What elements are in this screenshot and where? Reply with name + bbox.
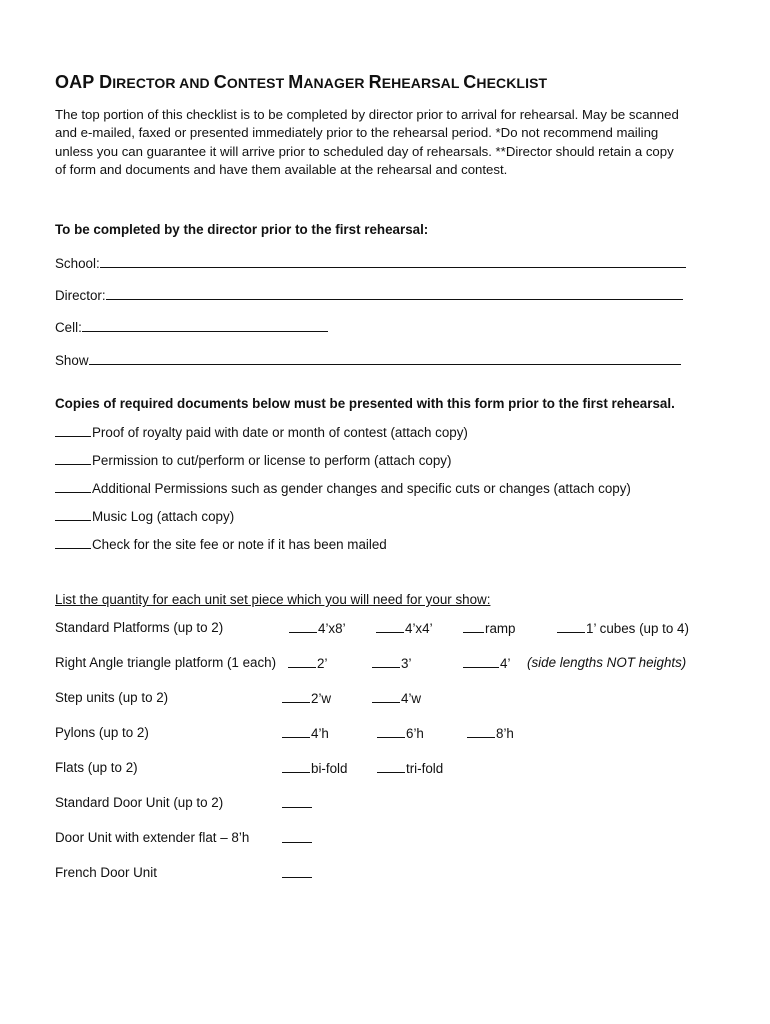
row-label-pylons: Pylons (up to 2) bbox=[55, 725, 149, 740]
director-field[interactable] bbox=[55, 287, 683, 303]
option-pylon-4h[interactable]: 4’h bbox=[282, 725, 329, 741]
option-step-2w[interactable]: 2’w bbox=[282, 690, 331, 706]
document-item-music-log[interactable]: Music Log (attach copy) bbox=[55, 508, 234, 524]
option-triangle-2[interactable]: 2’ bbox=[288, 655, 327, 671]
cell-input-line[interactable] bbox=[82, 319, 328, 332]
row-label-french-door: French Door Unit bbox=[55, 865, 157, 880]
row-label-flats: Flats (up to 2) bbox=[55, 760, 138, 775]
document-item-additional-permissions[interactable]: Additional Permissions such as gender changes and specific cuts or changes (attach copy) bbox=[55, 480, 631, 496]
show-label: Show bbox=[55, 353, 89, 368]
option-pylon-8h[interactable]: 8’h bbox=[467, 725, 514, 741]
intro-paragraph bbox=[55, 106, 725, 179]
row-label-standard-platforms: Standard Platforms (up to 2) bbox=[55, 620, 224, 635]
intro-line: and e-mailed, faxed or presented immediately prior to the rehearsal period. *Do not recommend mailing bbox=[55, 125, 659, 141]
cell-label: Cell: bbox=[55, 320, 82, 335]
option-1-cubes[interactable]: 1’ cubes (up to 4) bbox=[557, 620, 689, 636]
document-item-royalty[interactable]: Proof of royalty paid with date or month of contest (attach copy) bbox=[55, 424, 468, 440]
option-step-4w[interactable]: 4’w bbox=[372, 690, 421, 706]
show-input-line[interactable] bbox=[89, 352, 681, 365]
option-pylon-6h[interactable]: 6’h bbox=[377, 725, 424, 741]
row-label-triangle-platform: Right Angle triangle platform (1 each) bbox=[55, 655, 277, 670]
intro-line: of form and documents and have them available at the rehearsal and contest. bbox=[55, 161, 508, 177]
document-item-permission[interactable]: Permission to cut/perform or license to perform (attach copy) bbox=[55, 452, 451, 468]
checkbox-line[interactable] bbox=[55, 536, 91, 549]
option-door-extender[interactable] bbox=[282, 830, 313, 846]
option-flat-tri-fold[interactable]: tri-fold bbox=[377, 760, 443, 776]
row-label-door-extender: Door Unit with extender flat – 8’h bbox=[55, 830, 250, 845]
intro-line: unless you can guarantee it will arrive prior to scheduled day of rehearsals. **Director should retain a copy bbox=[55, 143, 674, 159]
documents-heading: Copies of required documents below must be presented with this form prior to the first rehearsal. bbox=[55, 396, 675, 411]
checkbox-line[interactable] bbox=[55, 508, 91, 521]
document-item-site-fee[interactable]: Check for the site fee or note if it has been mailed bbox=[55, 536, 387, 552]
director-section-heading: To be completed by the director prior to the first rehearsal: bbox=[55, 222, 429, 237]
checkbox-line[interactable] bbox=[55, 424, 91, 437]
option-4x8[interactable]: 4’x8’ bbox=[289, 620, 346, 636]
checkbox-line[interactable] bbox=[55, 480, 91, 493]
option-flat-bi-fold[interactable]: bi-fold bbox=[282, 760, 347, 776]
option-4x4[interactable]: 4’x4’ bbox=[376, 620, 433, 636]
row-label-standard-door: Standard Door Unit (up to 2) bbox=[55, 795, 224, 810]
row-label-step-units: Step units (up to 2) bbox=[55, 690, 169, 705]
option-ramp[interactable]: ramp bbox=[463, 620, 516, 636]
director-input-line[interactable] bbox=[106, 287, 683, 300]
page-title: OAP DIRECTOR AND CONTEST MANAGER REHEARSAL CHECKLIST bbox=[55, 72, 548, 92]
option-standard-door[interactable] bbox=[282, 795, 313, 811]
director-label: Director: bbox=[55, 288, 106, 303]
school-field[interactable] bbox=[55, 255, 686, 271]
checkbox-line[interactable] bbox=[55, 452, 91, 465]
option-triangle-3[interactable]: 3’ bbox=[372, 655, 411, 671]
school-label: School: bbox=[55, 256, 100, 271]
option-triangle-4[interactable]: 4’ bbox=[463, 655, 510, 671]
show-field[interactable] bbox=[55, 352, 681, 368]
option-french-door[interactable] bbox=[282, 865, 313, 881]
unit-set-heading: List the quantity for each unit set piece which you will need for your show: bbox=[55, 592, 491, 607]
intro-line: The top portion of this checklist is to be completed by director prior to arrival for rehearsal. May be scanned bbox=[55, 107, 679, 122]
triangle-note: (side lengths NOT heights) bbox=[527, 655, 687, 670]
cell-field[interactable] bbox=[55, 319, 328, 335]
school-input-line[interactable] bbox=[100, 255, 686, 268]
